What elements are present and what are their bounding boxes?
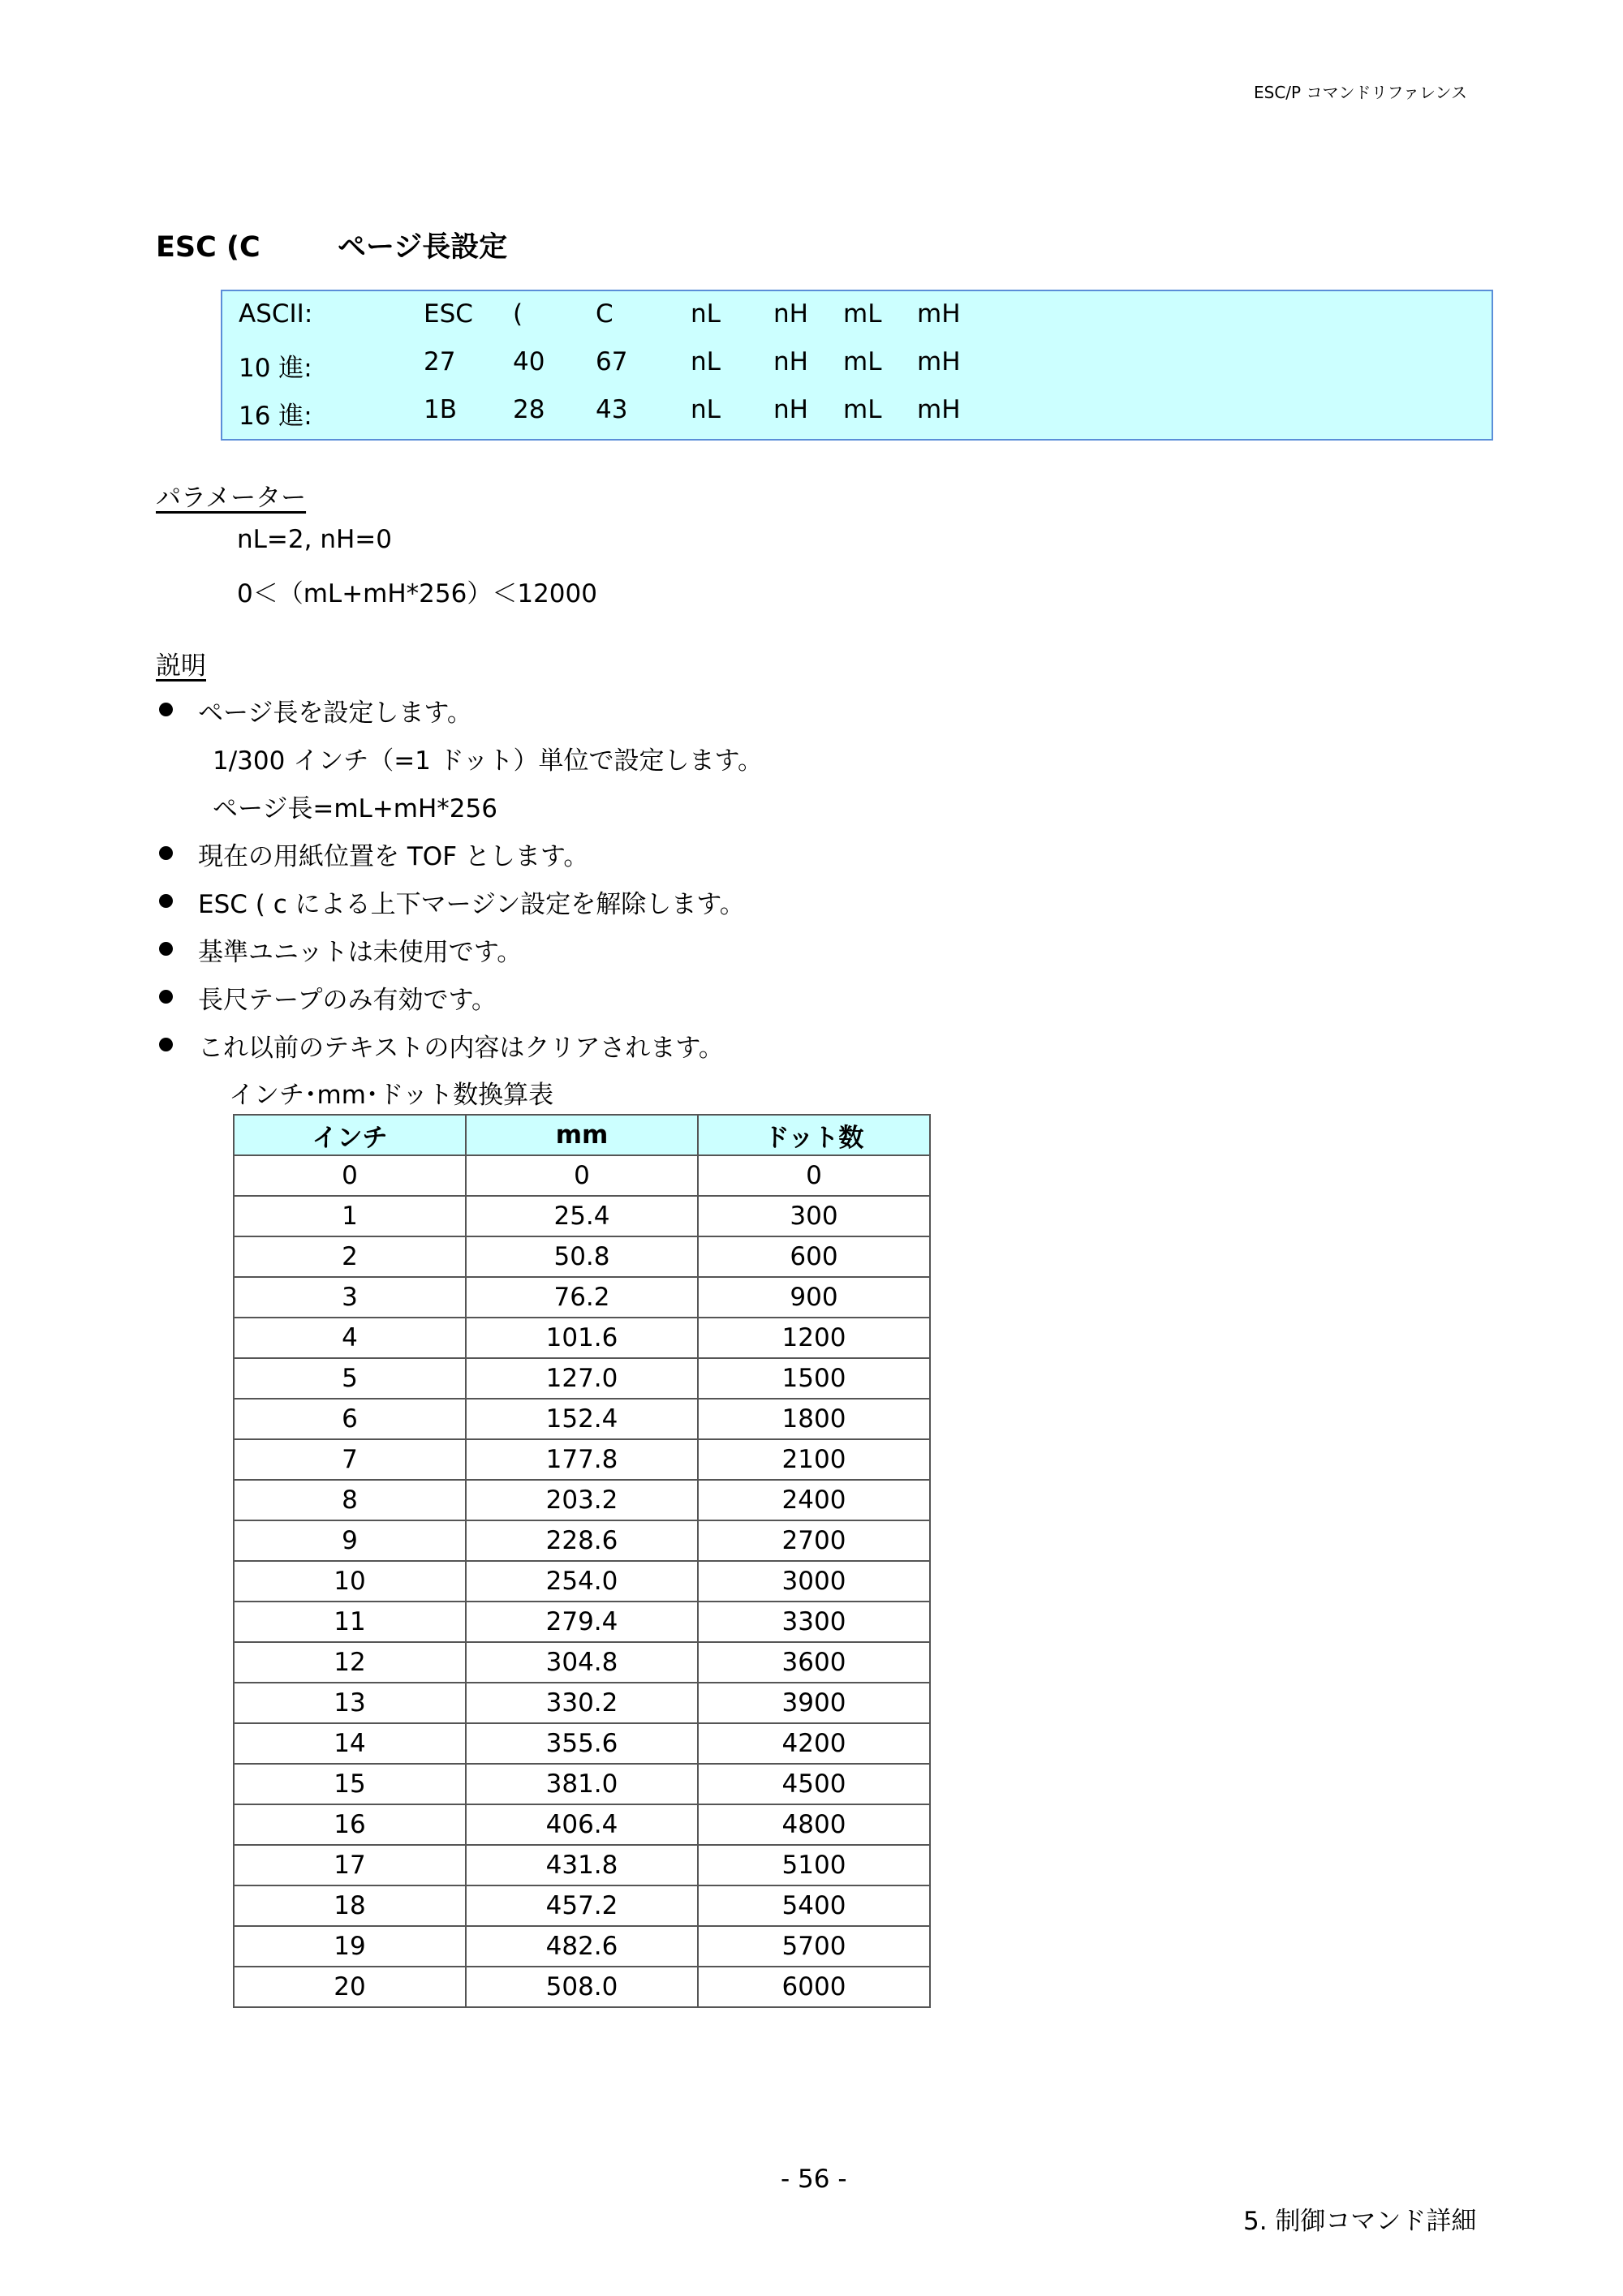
cell-dots: 1500 <box>698 1358 930 1399</box>
cell-inch: 15 <box>234 1764 466 1804</box>
table-row <box>234 1561 930 1602</box>
table-row <box>234 1318 930 1358</box>
cell-mm: 482.6 <box>466 1926 698 1967</box>
code-cell: 67 <box>596 347 628 376</box>
code-cell: mL <box>843 395 882 424</box>
cell-mm: 152.4 <box>466 1399 698 1439</box>
code-cell: C <box>596 299 613 329</box>
cell-mm: 228.6 <box>466 1520 698 1561</box>
cell-dots: 900 <box>698 1277 930 1318</box>
parameters-heading: パラメーター <box>156 484 307 513</box>
bullet-subline: 1/300 インチ（=1 ドット）単位で設定します。 <box>213 746 764 776</box>
code-cell: mL <box>843 347 882 376</box>
cell-inch: 18 <box>234 1885 466 1926</box>
table-row <box>234 1723 930 1764</box>
cell-mm: 76.2 <box>466 1277 698 1318</box>
parameter-line: 0＜（mL+mH*256）＜12000 <box>237 579 597 608</box>
table-row <box>234 1967 930 2007</box>
cell-inch: 19 <box>234 1926 466 1967</box>
code-cell: ( <box>513 299 523 329</box>
description-heading: 説明 <box>156 651 206 681</box>
footer-chapter-title: 5. 制御コマンド詳細 <box>1243 2207 1477 2236</box>
cell-dots: 3900 <box>698 1683 930 1723</box>
cell-inch: 14 <box>234 1723 466 1764</box>
cell-dots: 5400 <box>698 1885 930 1926</box>
table-row <box>234 1764 930 1804</box>
bullet-icon <box>159 1038 173 1051</box>
table-row <box>234 1804 930 1845</box>
code-cell: mH <box>917 347 961 376</box>
code-cell: ESC <box>424 299 473 329</box>
cell-mm: 101.6 <box>466 1318 698 1358</box>
bullet-text: これ以前のテキストの内容はクリアされます。 <box>198 1034 724 1063</box>
cell-inch: 12 <box>234 1642 466 1683</box>
code-cell: mH <box>917 299 961 329</box>
table-row <box>234 1642 930 1683</box>
code-cell: 1B <box>424 395 457 424</box>
cell-inch: 9 <box>234 1520 466 1561</box>
bullet-subline: ページ長=mL+mH*256 <box>213 794 497 823</box>
cell-inch: 1 <box>234 1196 466 1236</box>
table-row <box>234 1196 930 1236</box>
cell-mm: 406.4 <box>466 1804 698 1845</box>
cell-inch: 20 <box>234 1967 466 2007</box>
cell-inch: 4 <box>234 1318 466 1358</box>
cell-inch: 13 <box>234 1683 466 1723</box>
cell-dots: 4200 <box>698 1723 930 1764</box>
running-header: ESC/P コマンドリファレンス <box>1254 83 1467 102</box>
bullet-icon <box>159 894 173 908</box>
bullet-icon <box>159 703 173 716</box>
cell-inch: 5 <box>234 1358 466 1399</box>
cell-mm: 381.0 <box>466 1764 698 1804</box>
cell-dots: 1800 <box>698 1399 930 1439</box>
cell-inch: 0 <box>234 1155 466 1196</box>
code-row-label: 16 進: <box>239 402 312 431</box>
cell-mm: 279.4 <box>466 1602 698 1642</box>
code-cell: nL <box>691 395 721 424</box>
cell-dots: 300 <box>698 1196 930 1236</box>
table-row <box>234 1602 930 1642</box>
cell-dots: 1200 <box>698 1318 930 1358</box>
table-row <box>234 1358 930 1399</box>
bullet-icon <box>159 846 173 860</box>
table-caption: インチ･mm･ドット数換算表 <box>229 1081 554 1110</box>
cell-mm: 254.0 <box>466 1561 698 1602</box>
cell-dots: 4500 <box>698 1764 930 1804</box>
bullet-icon <box>159 990 173 1004</box>
code-cell: 40 <box>513 347 545 376</box>
code-row-label: ASCII: <box>239 299 313 329</box>
code-cell: nH <box>773 299 808 329</box>
cell-dots: 6000 <box>698 1967 930 2007</box>
code-cell: nH <box>773 395 808 424</box>
cell-mm: 431.8 <box>466 1845 698 1885</box>
cell-dots: 600 <box>698 1236 930 1277</box>
bullet-text: 現在の用紙位置を TOF とします。 <box>198 842 589 871</box>
cell-dots: 2400 <box>698 1480 930 1520</box>
table-row <box>234 1236 930 1277</box>
cell-mm: 203.2 <box>466 1480 698 1520</box>
code-cell: nL <box>691 347 721 376</box>
cell-inch: 7 <box>234 1439 466 1480</box>
bullet-text: ESC ( c による上下マージン設定を解除します。 <box>198 890 745 919</box>
column-header-dots: ドット数 <box>698 1115 930 1155</box>
code-cell: nL <box>691 299 721 329</box>
table-row <box>234 1155 930 1196</box>
table-row <box>234 1399 930 1439</box>
table-row <box>234 1520 930 1561</box>
table-row <box>234 1885 930 1926</box>
command-name: ESC (C <box>156 231 260 264</box>
code-row-hex <box>222 387 1492 435</box>
cell-inch: 16 <box>234 1804 466 1845</box>
table-row <box>234 1845 930 1885</box>
table-row <box>234 1926 930 1967</box>
cell-mm: 457.2 <box>466 1885 698 1926</box>
cell-dots: 5100 <box>698 1845 930 1885</box>
cell-dots: 2100 <box>698 1439 930 1480</box>
cell-mm: 304.8 <box>466 1642 698 1683</box>
table-row <box>234 1277 930 1318</box>
cell-mm: 0 <box>466 1155 698 1196</box>
code-cell: mH <box>917 395 961 424</box>
code-cell: 43 <box>596 395 628 424</box>
code-cell: 28 <box>513 395 545 424</box>
code-cell: nH <box>773 347 808 376</box>
cell-dots: 5700 <box>698 1926 930 1967</box>
bullet-text: 基準ユニットは未使用です。 <box>198 938 523 967</box>
cell-dots: 3000 <box>698 1561 930 1602</box>
table-header-row <box>234 1115 930 1155</box>
cell-dots: 3300 <box>698 1602 930 1642</box>
cell-mm: 127.0 <box>466 1358 698 1399</box>
bullet-text: 長尺テープのみ有効です。 <box>198 986 497 1015</box>
code-row-ascii <box>222 291 1492 339</box>
bullet-text: ページ長を設定します。 <box>198 699 472 728</box>
cell-dots: 2700 <box>698 1520 930 1561</box>
table-row <box>234 1683 930 1723</box>
cell-dots: 3600 <box>698 1642 930 1683</box>
code-cell: 27 <box>424 347 456 376</box>
table-row <box>234 1439 930 1480</box>
column-header-inch: インチ <box>234 1115 466 1155</box>
cell-dots: 0 <box>698 1155 930 1196</box>
page-number: - 56 - <box>781 2165 847 2194</box>
column-header-mm: mm <box>466 1115 698 1155</box>
cell-mm: 25.4 <box>466 1196 698 1236</box>
cell-inch: 6 <box>234 1399 466 1439</box>
cell-mm: 50.8 <box>466 1236 698 1277</box>
cell-inch: 17 <box>234 1845 466 1885</box>
cell-mm: 330.2 <box>466 1683 698 1723</box>
cell-inch: 11 <box>234 1602 466 1642</box>
code-cell: mL <box>843 299 882 329</box>
cell-mm: 177.8 <box>466 1439 698 1480</box>
cell-mm: 355.6 <box>466 1723 698 1764</box>
cell-dots: 4800 <box>698 1804 930 1845</box>
cell-inch: 8 <box>234 1480 466 1520</box>
parameter-line: nL=2, nH=0 <box>237 525 392 554</box>
code-row-label: 10 進: <box>239 354 312 383</box>
cell-mm: 508.0 <box>466 1967 698 2007</box>
bullet-icon <box>159 942 173 956</box>
cell-inch: 3 <box>234 1277 466 1318</box>
conversion-table <box>233 1114 931 2008</box>
command-code-box <box>221 290 1493 441</box>
command-description: ページ長設定 <box>338 231 508 264</box>
cell-inch: 10 <box>234 1561 466 1602</box>
code-row-decimal <box>222 339 1492 387</box>
table-row <box>234 1480 930 1520</box>
cell-inch: 2 <box>234 1236 466 1277</box>
page-title <box>156 225 507 265</box>
